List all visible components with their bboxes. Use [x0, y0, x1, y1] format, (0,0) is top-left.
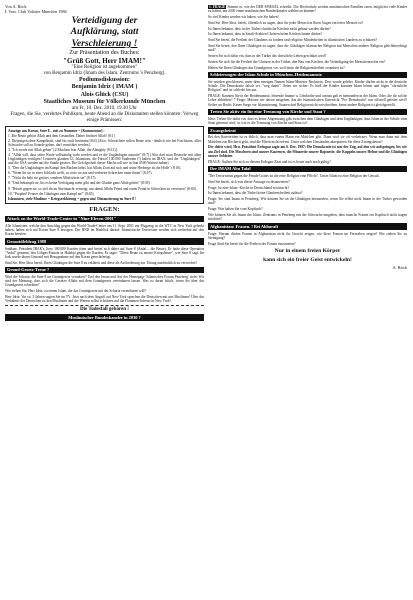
subtitle: Zur Präsentation des Buches: — [69, 49, 140, 56]
section-bar-genozid: Genozidfeldzug 1988 — [5, 238, 204, 244]
koran-item: 8. "Und bekämpft sie, bis es keine Verfolgung mehr gibt und der Glaube ganz Allah gehört" (8:39). — [8, 181, 151, 186]
koran-heading: Auszüge aus Koran, Sure 8 – mit zu Nummer = [Kommentar] : — [8, 128, 105, 133]
right-q14b: FRAGE: Äußern Sie sich zu diesem Erdogan-Zitat und ist es heute auch noch gültig? — [208, 159, 331, 164]
participant-2: Alois Glück (CSU) — [80, 91, 129, 98]
right-q2: Sind Sie, Herr Idriz, bereit, öffentlich zu sagen, dass für jeder Mensch in Ihren Augen ein freier Mensch ist? — [208, 20, 364, 25]
koran-item: 1. Die Beute gehört Allah und dem Gesandten. Daher fürchtet Allah! (8:1) — [8, 133, 115, 138]
right-q6: Sind Sie bereit, den Ihren Gläubigen zu sagen, dass die Gläubigen islamischer Religion mit Menschen anderer Religion gleichberechtigt sind? — [208, 44, 407, 53]
section-bar-trennung: Treten Sie aktiv ein für eine Trennung von Kirche und Staat ? — [208, 109, 407, 115]
title-line-3: Verschleierung ! — [71, 37, 138, 49]
venue: Staatliches Museum für Völkerkunde München — [43, 98, 166, 105]
right-q16: Frage: Ist eine Islam- Kirche in Deutschland erwünscht? — [208, 185, 290, 190]
koran-box — [5, 126, 204, 204]
fragen-heading: FRAGEN: — [89, 206, 120, 214]
right-q9: Halten Sie Ihren Gläubigen das Grundgesetz vor, weil darin die Religionsfreiheit verankert ist? — [208, 65, 345, 70]
book-by: von Benjamin Idriz (Imam des Islam. Zentrums 's Penzberg). — [43, 71, 166, 77]
title-line-1: Verteidigung der — [71, 14, 138, 26]
right-q1b: So viel Kinder werden wir haben, wie Sie haben! — [208, 14, 279, 19]
right-q15b: Sind Sie bereit, sich von dieser Aussage zu distanzieren? — [208, 179, 290, 184]
koran-item: 9. "Rüstet gegen sie, so viel ihr an Streitmacht vermögt, um damit Allahs Feind und euren Feind in Schrecken zu versetzen" (8:60). — [8, 186, 197, 191]
right-q1 — [208, 5, 407, 13]
question-2: Wie stehen Sie, Herr Idriz, zu einem Islam, der das Grundgesetz mit der Scharia vereinbaren will? — [5, 289, 147, 294]
question-3: Herr Idriz: Vor ca. 3 Jahren sagten Sie im TV: Jetzt nach dem Angriff auf New York sprechen die Deutschen mit uns Muslimen! Über das Verhältnis der Deutschen zu den Muslimen und der Werten selbst schickten auf die Flammen-Inferno in New York! — [5, 295, 204, 304]
book-title: "Grüß Gott, Herr IMAM!" — [63, 56, 146, 65]
title-line-2: Aufklärung, statt — [70, 26, 139, 38]
right-q21: Frage: Warum dürfen Frauen in Afghanistan nicht ihr Gesicht zeigen, wie diese Frauen im Fernsehen zeigen? Wie stehen Sie zu Steinigung? — [208, 231, 407, 240]
right-q17: Ist Ihnen bekannt, dass die Türkei keine Glaubensfreiheit zulässt? — [208, 191, 303, 196]
paragraph-genozid: Saddam, Präsident IRAK's, liess 100.000 Kurden töten und berief sich dabei auf Sure 8 (Anfal – die Beute). Er hatte diese Operation "Anfal" genannt, den Giftgas-Einsatz in Halabja gegen die Kurden. Er sagte: "Diese Beute ist unsere Kriegsbeute", wie Sure 8 sagt. Im Irak wurde dieser Genozid mit Bezugnahme auf den Koran gerechtfertigt. — [5, 246, 204, 259]
koran-item: 5. "Den die Ungläubigen im Kampf den Rücken kehrt, hat Allahs Zorn auf sich und seine Herberge ist die Hölle" (8:16). — [8, 166, 182, 171]
right-q7: Setzen Sie sich dafür ein, dass in der Türkei das christliche Leben geschützt wird? — [208, 54, 327, 59]
right-q12: Idriz: Treten Sie dafür ein, dass es keine Abgrenzung gibt zwischen dem Gläubigen und dem Ungläubigen, dass Islam in der Schule vom Staat getrennt wird, so wie es die Trennung von Kirche und Staat ist? — [208, 116, 407, 126]
right-q18: Frage: Sie sind Imam in Penzberg. Wie können Sie an die Gläubigen herantreten, wenn Sie selbst nicht Imam in der Türkei geworden sind? — [208, 197, 407, 206]
author-line: Von A. Röck — [5, 4, 27, 9]
koran-item: 4. "Allah will, dass seine Worte vollständig wahr werden und er die Ungläubigen ausrotte" (8:7) [Also darf man Deutsche mit allen Ungläubigen vertilgen? Letzteres glauben Ul. Islamisten, die Fatwa! 100.000 Studenten (!) halten im IRAN, und die "Ungläubigen" und die USA werden auf die Straße gesetzt. Die Gefolgschaft dieser Macht soll wie in Iran 6500 Waisen haben]. — [8, 152, 201, 166]
closing-line-2: kann sich ein freier Geist entwickeln! — [263, 256, 352, 263]
paragraph-wtc: Alle Islamisten, welche den Anschlag gegen das World-Trade-Center am 11. Sept. 2001 ein Flugzeug in die WTC in New York gelenkt haben, haben sich auf Koran Sure 8 bezogen. Der BND im Hinblick darauf: Islamistische Terroristen werden sich weiterhin auf den Koran berufen. — [5, 223, 204, 237]
org-line: I. Vors. Club Voltaire München 1986 — [5, 9, 67, 15]
section-bar-kanzler: Muslimischer Bundeskanzler in 2030 ? — [5, 314, 204, 320]
right-q13: Bei den Konvertiten ist es üblich, dass man einem Mann ein Mädchen gibt. Dann wird sie oft verheiratet. Wenn man dann mit dem Mädchen zur Hochzeit geht, sind die Eltern nicht erfreut. Unter welchen Umständen akzeptieren Sie diese Zwangsheirat? — [208, 135, 407, 144]
right-q8: Setzen Sie sich für die Freiheit der Christen in der Türkei, den Bau von Kirchen, die Verteidigung der Menschenrechte ein? — [208, 59, 386, 64]
intro-text: Fragen, die Sie, verehrtes Publikum, heute Abend an die Diskutanten stellen könnten: Vorweg einige Prämissen: — [10, 112, 199, 124]
right-q3: Ist Ihnen bekannt, dass in der Türkei christliche Kirchen nicht gebaut werden dürfen? — [208, 26, 331, 31]
right-q14: Der dritte wird, Hrn. Präsident Erdogan sagte am 6. Dez. 1997: Die Demokratie ist nur der Zug, auf den wir aufspringen, bis wir am Ziel sind. Die Moscheen sind unsere Kasernen, die Minarette unsere Bajonette, die Kuppeln unsere Helme und die Gläubigen unsere Soldaten — [208, 145, 407, 158]
footer-right: A. Röck — [392, 264, 407, 270]
koran-item: 2. Diejenigen ohne Kampfkraft, sind für euch bestimmt (8:6) [Also, Schwächere sollen Beute sein - ähnlich wie bei Faschisten, alles Schwache soll zu Grunde gehen, darf vernichtet werden]. — [8, 138, 201, 147]
podium-label: Podiumsdiskussion: — [78, 77, 131, 84]
koran-note — [8, 197, 201, 201]
divider — [5, 305, 204, 306]
koran-distance: Distanzierung zu Sure 8 ! — [97, 196, 137, 201]
right-q5: Sind Sie bereit, die Freiheit des Glaubens zu fordern und religiöse Minderheiten in islamischen Ländern zu schützen? — [208, 38, 377, 43]
right-q11: FRAGE: Kannten Sie in der Heidemannstr. lehrende Imame u. Lehrkräfte und warum gab es niemanden in der Islam. Oder, die ihr solche Lehre abhielten? * Frage: Müssen wir davon ausgehen, das die islamistischen Unterricht "Pro Demokratie" nur offiziell geleitet wird? Sicher sei Recht: Keine Sorge vor Islamisierung, Staaten darf Religion nicht vorschreiben, keine andere Religion ist gleichgestellt. — [208, 94, 407, 107]
section-bar-zwangsheirat: Zwangsheirat — [208, 127, 407, 133]
right-q19: Frage: Was halten Sie vom Kopftuch? — [208, 207, 263, 212]
section-bar-grundgesetz: Grund-Gesetz-Treue ? — [5, 267, 204, 273]
section-bar-schule: Schleierungen der Islam Schule in München–Heidemannstr. — [208, 72, 407, 78]
right-q15: "Der Terrorismus gegen die Feinde Gottes ist die erste Religion eine Pflicht". Unser Islam ist eine Religion der Gewalt. — [208, 173, 380, 178]
right-q22: Frage Sind Sie bereit für die Freiheit der Frauen einzutreten? — [208, 241, 296, 246]
participant-1: Benjamin Idriz ( IMAM ) — [71, 84, 138, 91]
koran-item: 7. "Nicht ihr habt sie getötet, sondern Allah tötete sie" (8:17). — [8, 176, 97, 181]
book-sub: "Eine Religion ist angekommen" — [71, 65, 138, 71]
right-q4: Ist Ihnen bekannt, dass in Saudi-Arabien Christen keine Kirchen bauen dürfen? — [208, 32, 323, 37]
question-1: Sind Sie, Herr Idriz bereit, Ihren Gläubigen die Sure 8 zu erklären und diese als Aufforderung zur Tötung ausdrücklich zu verwerfen? — [5, 260, 198, 265]
section-bar-wtc: Attack on the World-Trade-Center in "Nine-Eleven-2001" — [5, 216, 204, 222]
closing-line-1: Nur in einem freien Körper — [274, 247, 341, 254]
footer-left: Die Todesfall gebären ! — [80, 307, 129, 313]
event-date: am Fr, 10. Dez. 2010, 19.30 Uhr — [72, 106, 137, 112]
right-q20: Wie können Sie als Imam des Islam. Zentrums in Penzberg mit der Schwäche umgehen, dass manche Frauen ein Kopftuch nicht tragen möchten? — [208, 213, 407, 222]
frage-tag: 1. FRAGE — [209, 4, 226, 9]
koran-item: 6. "Wenn ihr sie in einer Schlacht trefft, so rotte sie aus und verbreite Schrecken unter ihnen" (8:57). — [8, 171, 153, 176]
left-column — [5, 4, 204, 597]
right-column — [208, 4, 407, 597]
right-q1-text: Stimmt es, wie der DER SPIEGEL schreibt: Die Hochschule werden muslimischen Familien raten, möglichst viele Kinder zu haben, um 2030 einen muslimischen Bundeskanzler wählen zu können? — [208, 4, 407, 14]
koran-note-text: Islamisten, viele Muslime = Kriegserklärung = gegen uns! — [8, 196, 97, 201]
right-q10: Sie wurden geschlossen, unter dem einzigen Namen Islam-Minister Beckstein. Dort wurde gelehrt, Kinder dürfen nicht in die deutsche Schule. Die Demokratie falsch sei, "weg damit". Seien wir sicher: Es hieß der Kinder konnten Islam lehren und fügen "christliche Religion" und ist schlecht hin aus. — [208, 79, 407, 93]
koran-item: 3. "Ich werde mit Allah geben" [2.Muslims fear Allah, the Almighty (8:12)]. — [8, 147, 118, 152]
paragraph-grundgesetz: Wird die Scharia, die Sure 8 im Grundgesetz verankert? Und den Imam und Auf der Homepage 'Islamisches Forum Penzberg' steht: Wir sind der Meinung, dass sich die Gesetze Allahs mit dem Grundgesetz vereinbaren lassen. Was ist daran falsch, wenn Sie über das Grundgesetz schreiben? — [5, 275, 204, 288]
koran-item: 10. "Prophet! Feuere die Gläubigen zum Kampf an!" (8:65) — [8, 191, 94, 196]
section-bar-imam: Der IMAM Abu Talal — [208, 166, 407, 172]
section-bar-afghanistan: Afghanistan: Frauen. ! Bei Abbaraft — [208, 223, 407, 229]
